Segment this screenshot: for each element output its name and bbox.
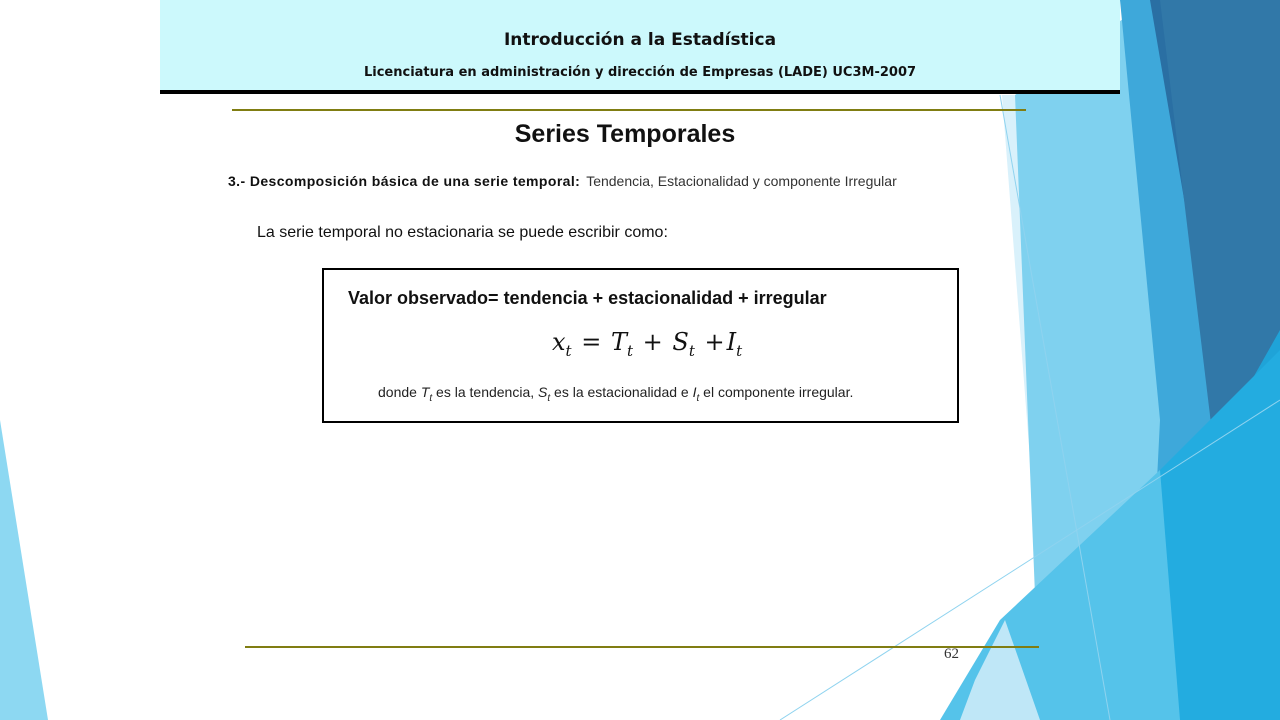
- eq-plus-2: +: [704, 328, 725, 356]
- note-I-sub: t: [696, 392, 700, 404]
- eq-T-sub: t: [626, 342, 634, 360]
- course-title: Introducción a la Estadística: [503, 30, 777, 50]
- eq-S-sub: t: [688, 342, 695, 360]
- eq-plus-1: +: [642, 328, 663, 356]
- section-heading: [228, 173, 897, 189]
- note-prefix: donde: [378, 384, 421, 400]
- note-suffix: el componente irregular.: [699, 384, 854, 400]
- formula-note: [378, 384, 853, 404]
- course-subtitle: Licenciatura en administración y dirección de Empresas (LADE) UC3M-2007: [363, 65, 917, 80]
- eq-I-sub: t: [736, 342, 743, 360]
- eq-x-sub: t: [565, 342, 572, 360]
- eq-I: I: [726, 328, 737, 356]
- top-divider: [232, 109, 1026, 111]
- slide-title: Series Temporales: [514, 120, 736, 148]
- formula-box: [322, 268, 959, 423]
- intro-text: La serie temporal no estacionaria se puede escribir como:: [257, 224, 668, 241]
- note-I-letter: I: [692, 384, 697, 400]
- section-lead: 3.- Descomposición básica de una serie temporal:: [228, 173, 581, 189]
- eq-T: T: [610, 328, 627, 356]
- bottom-divider: [245, 646, 1039, 648]
- decomposition-equation: [552, 328, 742, 360]
- note-T-sub: t: [429, 392, 433, 404]
- note-T-letter: T: [420, 384, 430, 400]
- note-mid1: es la tendencia,: [432, 384, 539, 400]
- header-band: [160, 0, 1120, 94]
- page-number: 62: [944, 646, 959, 662]
- note-S: [538, 384, 551, 404]
- note-S-sub: t: [547, 392, 551, 404]
- left-light-blue-stripe: [0, 420, 48, 720]
- note-mid2: es la estacionalidad e: [550, 384, 693, 400]
- note-T: [420, 384, 433, 404]
- formula-heading: Valor observado= tendencia + estacionalidad + irregular: [348, 288, 827, 308]
- section-components: Tendencia, Estacionalidad y componente Irregular: [586, 173, 897, 189]
- note-S-letter: S: [538, 384, 548, 400]
- eq-x: x: [552, 328, 566, 356]
- eq-S: S: [672, 328, 689, 356]
- eq-equals: =: [581, 328, 602, 356]
